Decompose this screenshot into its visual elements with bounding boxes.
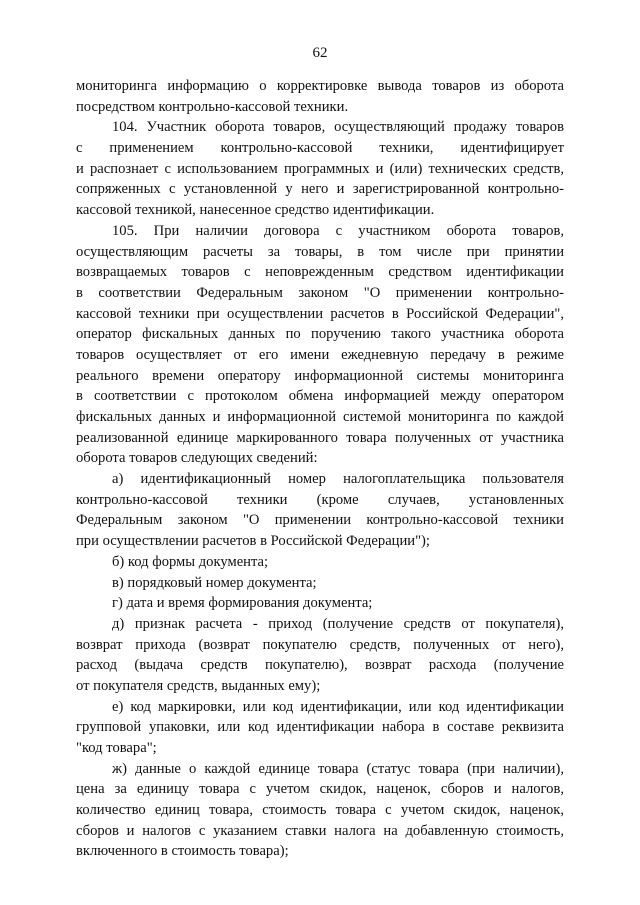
text-line: б) код формы документа; bbox=[112, 553, 269, 570]
text-line: кассовой техникой, нанесенное средство идентификации. bbox=[76, 202, 435, 219]
text-line: оборота товаров следующих сведений: bbox=[76, 450, 318, 467]
text-line: Федеральным законом "О применении контрольно-кассовой техники bbox=[76, 512, 564, 529]
document-body bbox=[76, 76, 564, 862]
text-line: сопряженных с установленной у него и зарегистрированной контрольно- bbox=[76, 181, 564, 198]
text-line: "код товара"; bbox=[76, 740, 157, 756]
text-line: 105. При наличии договора с участником оборота товаров, bbox=[112, 222, 564, 239]
text-line: от покупателя средств, выданных ему); bbox=[76, 677, 321, 694]
text-line: сборов и налогов с указанием ставки налога на добавленную стоимость, bbox=[76, 822, 564, 839]
text-line: а) идентификационный номер налогоплательщика пользователя bbox=[112, 471, 564, 488]
text-line: посредством контрольно-кассовой техники. bbox=[76, 98, 349, 115]
text-line: кассовой техники при осуществлении расчетов в Российской Федерации", bbox=[76, 305, 564, 322]
text-line: осуществляющим расчеты за товары, в том числе при принятии bbox=[76, 243, 564, 260]
text-line: с применением контрольно-кассовой техники, идентифицирует bbox=[76, 140, 564, 157]
text-line: расход (выдача средств покупателю), возврат расхода (получение bbox=[76, 657, 564, 674]
text-line: в соответствии с протоколом обмена информацией между оператором bbox=[76, 388, 564, 405]
text-line: групповой упаковки, или код идентификации набора в составе реквизита bbox=[76, 719, 564, 736]
text-line: реализованной единице маркированного товара полученных от участника bbox=[76, 429, 564, 446]
text-line: мониторинга информацию о корректировке вывода товаров из оборота bbox=[76, 78, 564, 94]
text-line: фискальных данных и информационной системой мониторинга по каждой bbox=[76, 409, 564, 425]
text-line: д) признак расчета - приход (получение средств от покупателя), bbox=[112, 615, 564, 632]
text-line: товаров осуществляет от его имени ежедневную передачу в режиме bbox=[76, 346, 564, 363]
text-line: при осуществлении расчетов в Российской Федерации"); bbox=[76, 533, 430, 550]
text-line: и распознает с использованием программных и (или) технических средств, bbox=[76, 160, 564, 177]
text-line: цена за единицу товара с учетом скидок, наценок, сборов и налогов, bbox=[76, 781, 564, 798]
text-line: е) код маркировки, или код идентификации, или код идентификации bbox=[112, 698, 564, 715]
text-line: г) дата и время формирования документа; bbox=[112, 595, 373, 612]
text-line: реального времени оператору информационной системы мониторинга bbox=[76, 367, 564, 384]
text-line: в) порядковый номер документа; bbox=[112, 574, 317, 591]
text-line: контрольно-кассовой техники (кроме случаев, установленных bbox=[76, 491, 564, 508]
text-line: 104. Участник оборота товаров, осуществляющий продажу товаров bbox=[112, 119, 564, 136]
text-line: количество единиц товара, стоимость товара с учетом скидок, наценок, bbox=[76, 802, 564, 819]
text-line: включенного в стоимость товара); bbox=[76, 843, 289, 860]
text-line: оператор фискальных данных по поручению такого участника оборота bbox=[76, 326, 564, 343]
text-line: возврат прихода (возврат покупателю средств, полученных от него), bbox=[76, 636, 564, 653]
text-line: возвращаемых товаров с неповрежденным средством идентификации bbox=[76, 264, 564, 281]
text-line: ж) данные о каждой единице товара (статус товара (при наличии), bbox=[112, 760, 564, 777]
page-number: 62 bbox=[312, 45, 328, 61]
text-line: в соответствии Федеральным законом "О применении контрольно- bbox=[76, 284, 564, 301]
